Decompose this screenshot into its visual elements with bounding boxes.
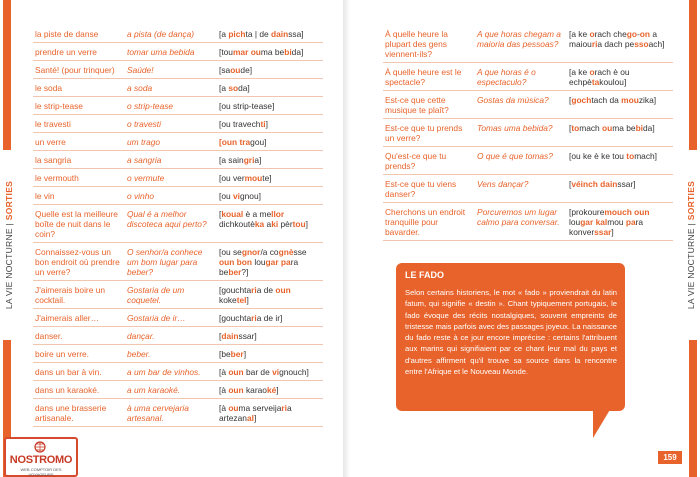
pronunciation-segment: da] <box>238 83 250 93</box>
right-orange-bar-bottom <box>689 340 697 477</box>
french-phrase: prendre un verre <box>33 43 125 61</box>
phrase-row <box>383 63 673 91</box>
pronunciation <box>217 151 323 169</box>
french-phrase: Cherchons un endroit tranquille pour bavarder. <box>383 203 475 241</box>
pronunciation-segment: dichkoutè <box>219 219 255 229</box>
portuguese-phrase: a um bar de vinhos. <box>125 363 217 381</box>
french-phrase: Est-ce que tu prends un verre? <box>383 119 475 147</box>
right-orange-bar-top <box>689 0 697 150</box>
portuguese-phrase: o vermute <box>125 169 217 187</box>
french-phrase: dans un bar à vin. <box>33 363 125 381</box>
pronunciation <box>567 147 673 175</box>
french-phrase: Quelle est la meilleure boîte de nuit dans le coin? <box>33 205 125 243</box>
left-side-label-b: SORTIES <box>4 180 14 221</box>
pronunciation-segment: ] <box>611 227 614 237</box>
pronunciation-segment: [tou <box>219 47 233 57</box>
french-phrase: le vermouth <box>33 169 125 187</box>
pronunciation <box>217 115 323 133</box>
french-phrase: boire un verre. <box>33 345 125 363</box>
pronunciation <box>217 345 323 363</box>
pronunciation-segment: ti <box>260 119 266 129</box>
portuguese-phrase: Gostaria de ir… <box>125 309 217 327</box>
phrase-row <box>33 97 323 115</box>
pronunciation-segment: [ou <box>219 191 233 201</box>
french-phrase: Connaissez-vous un bon endroit où prendre un verre? <box>33 243 125 281</box>
pronunciation-segment: - <box>636 29 640 39</box>
french-phrase: la sangria <box>33 151 125 169</box>
phrase-row <box>33 205 323 243</box>
pronunciation-segment: [ou ke è ke tou <box>569 151 627 161</box>
french-phrase: dans un karaoké. <box>33 381 125 399</box>
pronunciation <box>217 133 323 151</box>
pronunciation-segment: kal <box>595 217 608 227</box>
pronunciation <box>567 91 673 119</box>
pronunciation-segment: koulou] <box>599 77 627 87</box>
phrase-row <box>33 133 323 151</box>
right-side-label-b: SORTIES <box>686 180 696 221</box>
pronunciation-segment: ] <box>253 413 257 423</box>
portuguese-phrase: a soda <box>125 79 217 97</box>
pronunciation-segment: [à <box>219 403 229 413</box>
pronunciation-segment: gar <box>580 217 594 227</box>
fado-box-title: LE FADO <box>405 270 445 280</box>
phrase-row <box>33 115 323 133</box>
pronunciation-segment: a maiou <box>569 29 657 49</box>
pronunciation <box>217 327 323 345</box>
globe-icon <box>33 441 47 453</box>
phrase-row <box>33 243 323 281</box>
pronunciation-segment: a] <box>254 155 262 165</box>
pronunciation-segment: ] <box>265 119 268 129</box>
portuguese-phrase: um trago <box>125 133 217 151</box>
pronunciation-segment: [à <box>219 385 229 395</box>
pronunciation-segment: ssa] <box>288 29 304 39</box>
left-side-label <box>0 150 18 340</box>
pronunciation-segment: ri <box>251 313 257 323</box>
portuguese-phrase: A que horas é o espectaculo? <box>475 63 567 91</box>
right-side-label-a: LA VIE NOCTURNE <box>686 228 696 310</box>
fado-box-text: Selon certains historiens, le mot « fado » proviendrait du latin fatum, qui signifie « destin ». Chant typiquement portugais, le fado évoque des récits nostalgiques, souvent empreints de tristesse mais parfois avec des passages joyeux. La naissance du fado reste à ce jour encore imprécise : certains l'attribuent aux marins qui signifiaient par ce chant leur mal du pays et d'autres affirment qu'il trouve sa source dans la rencontre entre l'Afrique et le Nouveau Monde. <box>405 288 617 377</box>
phrase-row <box>383 119 673 147</box>
pronunciation-segment: ] <box>246 295 249 305</box>
french-phrase: Est-ce que cette musique te plaît? <box>383 91 475 119</box>
french-phrase: À quelle heure la plupart des gens viennent-ils? <box>383 25 475 63</box>
pronunciation-segment: sse <box>293 247 307 257</box>
pronunciation-segment: tou <box>292 219 306 229</box>
pronunciation-segment: mach] <box>634 151 657 161</box>
pronunciation-segment: ach] <box>648 39 665 49</box>
portuguese-phrase: dançar. <box>125 327 217 345</box>
pronunciation-segment: ma be <box>260 47 285 57</box>
portuguese-phrase: a pista (de dança) <box>125 25 217 43</box>
logo-name: NOSTROMO <box>9 454 73 466</box>
portuguese-phrase: Porcuremos um lugar calmo para conversar. <box>475 203 567 241</box>
pronunciation-segment: ou <box>230 65 241 75</box>
pronunciation-segment: de] <box>240 65 253 75</box>
pronunciation-segment: to <box>626 151 635 161</box>
fado-info-box <box>396 263 625 411</box>
pronunciation-segment: mou <box>244 173 263 183</box>
pronunciation-segment: tach da <box>591 95 622 105</box>
phrase-row <box>33 327 323 345</box>
right-page <box>350 0 700 477</box>
portuguese-phrase: a um karaoké. <box>125 381 217 399</box>
french-phrase: Qu'est-ce que tu prends? <box>383 147 475 175</box>
pronunciation <box>567 25 673 63</box>
pronunciation-segment: lou <box>252 257 266 267</box>
pronunciation-segment: [à <box>219 367 229 377</box>
pronunciation <box>217 79 323 97</box>
phrase-row <box>33 381 323 399</box>
pronunciation-segment: ta | de <box>245 29 271 39</box>
right-phrase-table <box>383 25 673 241</box>
pronunciation-segment: pèr <box>278 219 293 229</box>
portuguese-phrase: beber. <box>125 345 217 363</box>
phrase-row <box>33 187 323 205</box>
french-phrase: À quelle heure est le spectacle? <box>383 63 475 91</box>
pronunciation-segment: a de ir] <box>256 313 283 323</box>
phrase-row <box>383 25 673 63</box>
left-side-label-a: LA VIE NOCTURNE <box>4 228 14 310</box>
pronunciation-segment: mach <box>579 123 603 133</box>
pronunciation-segment: ?] <box>241 267 249 277</box>
pronunciation-segment: da] <box>643 123 655 133</box>
french-phrase: le travesti <box>33 115 125 133</box>
pronunciation-segment: a dach pe <box>597 39 635 49</box>
pronunciation-segment: ri <box>251 285 257 295</box>
pronunciation-segment: ma serveija <box>238 403 282 413</box>
pronunciation-segment: a de <box>256 285 276 295</box>
pronunciation-segment: ra be <box>219 257 299 277</box>
pronunciation-segment: è a me <box>243 209 272 219</box>
portuguese-phrase: o vinho <box>125 187 217 205</box>
pronunciation-segment: [ <box>219 331 222 341</box>
phrase-row <box>383 147 673 175</box>
portuguese-phrase: a sangria <box>125 151 217 169</box>
pronunciation-segment: gnouch] <box>279 367 309 377</box>
pronunciation <box>217 399 323 427</box>
pronunciation-segment: gar <box>265 257 279 267</box>
pronunciation-segment: ké <box>266 385 277 395</box>
logo-subtitle: WEB COMPTOIR DES VOYAGEURS <box>20 467 62 477</box>
pronunciation-segment: [ou se <box>219 247 242 257</box>
pronunciation-segment: vi <box>232 191 240 201</box>
pronunciation-segment: oun <box>228 385 244 395</box>
pronunciation-segment: dain <box>271 29 289 39</box>
pronunciation <box>217 97 323 115</box>
portuguese-phrase: A que horas chegam a maioria das pessoas? <box>475 25 567 63</box>
pronunciation-segment: ] <box>305 219 308 229</box>
portuguese-phrase: tomar uma bebida <box>125 43 217 61</box>
right-side-text <box>686 177 696 313</box>
pronunciation-segment: /a co <box>260 247 279 257</box>
book-gutter <box>343 0 350 477</box>
pronunciation-segment: ra konver <box>569 217 644 237</box>
french-phrase: la piste de danse <box>33 25 125 43</box>
pronunciation-segment: lou <box>569 217 581 227</box>
portuguese-phrase: O senhor/a conhece um bom lugar para beber? <box>125 243 217 281</box>
phrase-row <box>383 203 673 241</box>
pronunciation-segment: pa <box>280 257 291 267</box>
pronunciation <box>567 63 673 91</box>
pronunciation-segment: ou <box>228 403 239 413</box>
pronunciation <box>217 61 323 79</box>
pronunciation-segment: ma be <box>612 123 636 133</box>
phrase-row <box>383 175 673 203</box>
pronunciation <box>217 43 323 61</box>
pronunciation-segment: rach che <box>594 29 627 39</box>
pronunciation-segment: ] <box>243 349 247 359</box>
phrase-row <box>33 61 323 79</box>
pronunciation-segment: sso <box>634 39 649 49</box>
pronunciation <box>217 205 323 243</box>
pronunciation-segment: oun <box>228 367 244 377</box>
pronunciation-segment: ta <box>591 77 600 87</box>
pronunciation-segment: koual <box>221 209 244 219</box>
fado-box-tail <box>593 408 611 438</box>
pronunciation-segment: oun <box>275 285 291 295</box>
phrase-row <box>33 169 323 187</box>
pronunciation-segment: te] <box>262 173 272 183</box>
pronunciation <box>217 25 323 43</box>
pronunciation-segment: mouch <box>604 207 632 217</box>
portuguese-phrase: o travesti <box>125 115 217 133</box>
pronunciation-segment: [a ke <box>569 67 590 77</box>
left-side-sep: | <box>4 222 14 226</box>
pronunciation-segment: ssar] <box>617 179 636 189</box>
french-phrase: le soda <box>33 79 125 97</box>
pronunciation-segment: ri <box>281 403 287 413</box>
pronunciation-segment: [a ke <box>569 29 590 39</box>
pronunciation-segment: a <box>264 219 272 229</box>
pronunciation-segment: ka <box>254 219 265 229</box>
french-phrase: J'aimerais aller… <box>33 309 125 327</box>
pronunciation-segment: ] <box>276 385 279 395</box>
pronunciation-segment: [gouchta <box>219 313 252 323</box>
pronunciation-segment: al <box>246 413 254 423</box>
pronunciation-segment: karao <box>243 385 267 395</box>
french-phrase: Est-ce que tu viens danser? <box>383 175 475 203</box>
phrase-row <box>33 25 323 43</box>
phrase-row <box>33 309 323 327</box>
portuguese-phrase: O que é que tomas? <box>475 147 567 175</box>
pronunciation-segment: go <box>626 29 637 39</box>
pronunciation <box>217 169 323 187</box>
pronunciation-segment: bar de <box>243 367 273 377</box>
pronunciation-segment: gnè <box>278 247 294 257</box>
left-phrase-table <box>33 25 323 427</box>
pronunciation-segment: rach è ou echpè <box>569 67 630 87</box>
pronunciation-segment: [ <box>569 123 572 133</box>
pronunciation <box>217 363 323 381</box>
pronunciation <box>567 175 673 203</box>
phrase-row <box>33 151 323 169</box>
pronunciation <box>217 381 323 399</box>
pronunciation-segment: ki <box>271 219 279 229</box>
pronunciation-segment: [ou ver <box>219 173 245 183</box>
pronunciation-segment: ber <box>228 267 242 277</box>
nostromo-logo <box>4 437 78 477</box>
right-side-sep: | <box>686 222 696 226</box>
pronunciation-segment: pich <box>228 29 246 39</box>
pronunciation-segment: [prokoure <box>569 207 605 217</box>
pronunciation-segment: o <box>589 67 595 77</box>
pronunciation <box>217 309 323 327</box>
pronunciation-segment: on <box>639 29 650 39</box>
pronunciation-segment: mou <box>621 95 639 105</box>
phrase-row <box>383 91 673 119</box>
pronunciation <box>567 203 673 241</box>
pronunciation-segment: [ou strip-tease] <box>219 101 275 111</box>
pronunciation-segment: ssar <box>594 227 612 237</box>
pronunciation-segment: [a sain <box>219 155 244 165</box>
phrase-row <box>33 281 323 309</box>
pronunciation-segment: [ <box>569 179 572 189</box>
pronunciation-segment: gou] <box>250 137 267 147</box>
french-phrase: le vin <box>33 187 125 205</box>
phrase-row <box>33 79 323 97</box>
french-phrase: un verre <box>33 133 125 151</box>
french-phrase: Santé! (pour trinquer) <box>33 61 125 79</box>
portuguese-phrase: Gostaria de um coquetel. <box>125 281 217 309</box>
pronunciation-segment: ri <box>591 39 598 49</box>
pronunciation-segment: [ <box>569 95 572 105</box>
pronunciation-segment: da] <box>291 47 304 57</box>
pronunciation-segment: to <box>571 123 580 133</box>
pronunciation-segment: zika] <box>638 95 657 105</box>
pronunciation-segment: [ <box>219 209 222 219</box>
phrase-row <box>33 363 323 381</box>
left-side-text <box>4 177 14 313</box>
pronunciation-segment: [ou travech <box>219 119 261 129</box>
pronunciation-segment: mar <box>232 47 249 57</box>
page-number: 159 <box>658 451 682 464</box>
french-phrase: danser. <box>33 327 125 345</box>
pronunciation-segment: [oun tra <box>219 137 251 147</box>
pronunciation-segment: [be <box>219 349 231 359</box>
portuguese-phrase: Saúde! <box>125 61 217 79</box>
right-side-label <box>682 150 700 340</box>
portuguese-phrase: Qual é a melhor discoteca aqui perto? <box>125 205 217 243</box>
portuguese-phrase: Tomas uma bebida? <box>475 119 567 147</box>
pronunciation-segment: ssar] <box>238 331 257 341</box>
pronunciation-segment: [gouchta <box>219 285 252 295</box>
pronunciation-segment: ber <box>230 349 244 359</box>
pronunciation-segment: bi <box>635 123 644 133</box>
pronunciation-segment: gri <box>243 155 255 165</box>
pronunciation-segment: tel <box>236 295 247 305</box>
pronunciation-segment: [a <box>219 83 229 93</box>
pronunciation-segment: [sa <box>219 65 231 75</box>
pronunciation-segment: vi <box>272 367 280 377</box>
pronunciation <box>217 281 323 309</box>
left-orange-bar-top <box>3 0 11 150</box>
french-phrase: le strip-tease <box>33 97 125 115</box>
portuguese-phrase: à uma cervejaria artesanal. <box>125 399 217 427</box>
pronunciation <box>567 119 673 147</box>
pronunciation-segment: [a <box>219 29 229 39</box>
pronunciation-segment: ou <box>602 123 613 133</box>
pronunciation-segment: a artezan <box>219 403 292 423</box>
french-phrase: J'aimerais boire un cocktail. <box>33 281 125 309</box>
left-page <box>0 0 344 477</box>
portuguese-phrase: Vens dançar? <box>475 175 567 203</box>
pronunciation-segment: o <box>589 29 595 39</box>
french-phrase: dans une brasserie artisanale. <box>33 399 125 427</box>
phrase-row <box>33 399 323 427</box>
pronunciation-segment: mou <box>607 217 626 227</box>
pronunciation-segment: so <box>228 83 239 93</box>
pronunciation-segment: goch <box>571 95 592 105</box>
pronunciation-segment: ou <box>250 47 261 57</box>
portuguese-phrase: Gostas da música? <box>475 91 567 119</box>
pronunciation-segment: koke <box>219 295 237 305</box>
portuguese-phrase: o strip-tease <box>125 97 217 115</box>
pronunciation-segment: oun <box>634 207 650 217</box>
pronunciation-segment: pa <box>625 217 636 227</box>
pronunciation-segment: gnor <box>241 247 261 257</box>
pronunciation-segment: oun bon <box>219 257 253 267</box>
pronunciation-segment: bi <box>284 47 292 57</box>
pronunciation-segment: véinch dain <box>571 179 618 189</box>
pronunciation-segment: dain <box>221 331 239 341</box>
phrase-row <box>33 345 323 363</box>
pronunciation-segment: llor <box>271 209 285 219</box>
phrase-row <box>33 43 323 61</box>
pronunciation-segment: gnou] <box>239 191 261 201</box>
pronunciation <box>217 187 323 205</box>
pronunciation <box>217 243 323 281</box>
